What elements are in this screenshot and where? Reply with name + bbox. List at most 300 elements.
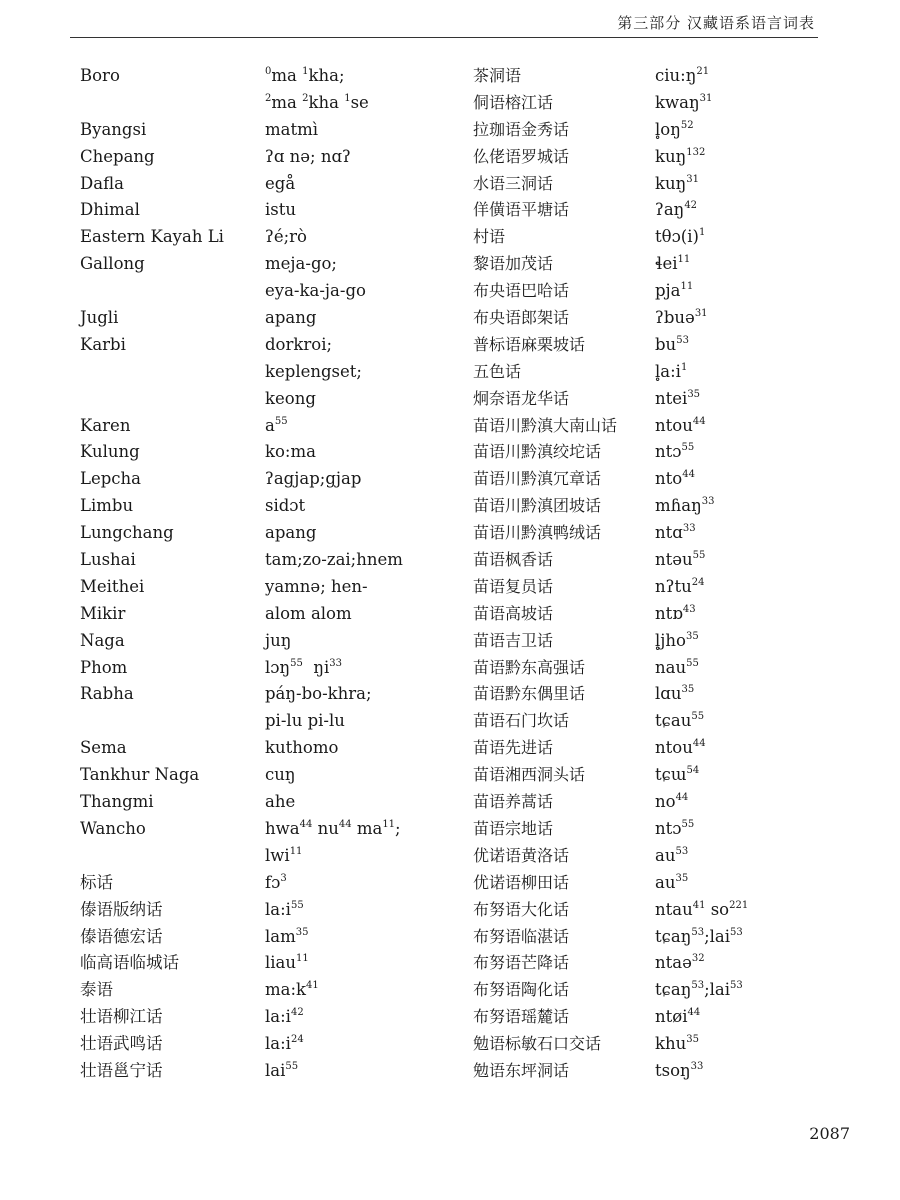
tone-superscript: 11: [289, 845, 303, 857]
language-name: 傣语版纳话: [80, 899, 163, 919]
form-segment: liau: [265, 953, 297, 973]
language-name: Limbu: [80, 496, 134, 516]
language-name: 傣语德宏话: [80, 926, 163, 946]
form-segment: a: [265, 415, 275, 435]
language-name: Byangsi: [80, 119, 147, 139]
form-segment: lai: [265, 1060, 286, 1080]
language-name: 苗语黔东高强话: [473, 657, 586, 677]
tone-superscript: 55: [692, 550, 706, 562]
language-name: 苗语川黔滇团坡话: [473, 496, 602, 516]
form-segment: ntɔ: [655, 818, 682, 838]
word-form: [265, 1031, 465, 1058]
word-form: [265, 681, 465, 708]
tone-superscript: 44: [687, 1007, 701, 1019]
language-name: 五色话: [473, 361, 522, 381]
form-segment: mɦaŋ: [655, 496, 702, 516]
tone-superscript: 44: [338, 818, 352, 830]
word-form: [265, 1058, 465, 1085]
word-form: [655, 1004, 855, 1031]
word-form: [265, 547, 465, 574]
tone-superscript: 44: [692, 415, 706, 427]
form-segment: kuthomo: [265, 738, 339, 758]
form-separator: ;: [704, 926, 710, 946]
tone-superscript: 1: [698, 227, 706, 239]
word-form: [265, 171, 465, 198]
form-segment: lɔŋ: [265, 657, 291, 677]
word-form: [655, 386, 855, 413]
form-segment: ntøi: [655, 1007, 688, 1027]
word-form: [655, 897, 855, 924]
form-segment: nau: [655, 657, 687, 677]
form-segment: juŋ: [265, 630, 292, 650]
form-segment: lwi: [265, 845, 290, 865]
language-name: Phom: [80, 657, 128, 677]
language-name: 苗语吉卫话: [473, 630, 554, 650]
form-segment: kuŋ: [655, 146, 687, 166]
tone-superscript: 11: [680, 281, 694, 293]
header-title: 第三部分 汉藏语系语言词表: [617, 14, 815, 32]
tone-superscript: 35: [295, 926, 309, 938]
language-name: 黎语加茂话: [473, 254, 554, 274]
language-name: 苗语石门坎话: [473, 711, 570, 731]
form-segment: hwa: [265, 818, 300, 838]
word-form: [655, 1031, 855, 1058]
form-separator: ;: [704, 980, 710, 1000]
left-form-column: [265, 63, 465, 1085]
form-segment: lai: [709, 980, 731, 1000]
language-name: 苗语湘西洞头话: [473, 765, 586, 785]
form-segment: ko:ma: [265, 442, 316, 462]
form-segment: ma: [271, 66, 303, 85]
word-form: [265, 493, 465, 520]
tone-superscript: 55: [274, 415, 288, 427]
form-segment: so: [710, 899, 730, 919]
language-name: [80, 359, 250, 386]
language-name: Gallong: [80, 254, 145, 274]
language-name: 优诺语黄洛话: [473, 845, 570, 865]
language-name: 布努语芒降话: [473, 953, 570, 973]
form-segment: ntou: [655, 738, 693, 758]
tone-superscript: 53: [691, 926, 705, 938]
form-segment: la:i: [265, 899, 291, 919]
tone-superscript: 55: [681, 442, 695, 454]
tone-superscript: 32: [691, 953, 705, 965]
language-name: Lungchang: [80, 523, 174, 543]
language-name: Mikir: [80, 603, 126, 623]
word-form: [265, 466, 465, 493]
language-name: 仫佬语罗城话: [473, 146, 570, 166]
language-name: 苗语川黔滇冗章话: [473, 469, 602, 489]
word-form: [265, 628, 465, 655]
language-name: 苗语宗地话: [473, 818, 554, 838]
left-language-column: [80, 63, 250, 1085]
language-name: 苗语川黔滇鸭绒话: [473, 523, 602, 543]
form-segment: l̥jho: [655, 630, 686, 650]
word-form: [655, 789, 855, 816]
word-form: [655, 816, 855, 843]
form-segment: matmì: [265, 119, 319, 139]
form-segment: apang: [265, 308, 317, 328]
language-name: 布央语郎架话: [473, 308, 570, 328]
tone-superscript: 31: [699, 92, 713, 104]
word-form: [265, 843, 465, 870]
language-name: 苗语复员话: [473, 576, 554, 596]
tone-superscript: 11: [382, 818, 396, 830]
form-segment: ʔagjap;gjap: [265, 469, 362, 489]
form-segment: tsoŋ: [655, 1060, 691, 1080]
language-name: 侗语榕江话: [473, 92, 554, 112]
tone-superscript: 54: [686, 765, 700, 777]
word-form: [655, 950, 855, 977]
word-form: [265, 439, 465, 466]
form-segment: ɬei: [655, 254, 678, 274]
tone-superscript: 42: [290, 1007, 304, 1019]
word-form: [655, 224, 855, 251]
form-segment: no: [655, 792, 676, 812]
form-segment: tɕɯ: [655, 765, 687, 785]
word-form: [265, 1004, 465, 1031]
language-name: Meithei: [80, 576, 145, 596]
form-segment: ntau: [655, 899, 693, 919]
form-segment: ʔbuə: [655, 308, 695, 328]
language-name: Sema: [80, 738, 127, 758]
word-form: [655, 628, 855, 655]
word-form: [655, 762, 855, 789]
language-name: 勉语东坪洞话: [473, 1060, 570, 1080]
language-name: 苗语川黔滇大南山话: [473, 415, 618, 435]
word-form: [265, 789, 465, 816]
word-form: [265, 144, 465, 171]
form-separator: [303, 658, 314, 677]
tone-superscript: 35: [681, 684, 695, 696]
form-segment: ntei: [655, 388, 688, 408]
tone-superscript: 53: [676, 334, 689, 346]
form-segment: yamnə; hen-: [265, 576, 368, 596]
language-name: 苗语黔东偶里话: [473, 684, 586, 704]
form-segment: l̥oŋ: [655, 119, 681, 139]
word-form: [655, 924, 855, 951]
form-segment: fɔ: [265, 872, 281, 892]
language-name: Karbi: [80, 334, 126, 354]
tone-superscript: 55: [285, 1060, 299, 1072]
word-form: [655, 359, 855, 386]
word-form: [655, 117, 855, 144]
language-name: 普标语麻栗坡话: [473, 334, 586, 354]
language-name: [80, 90, 250, 117]
word-form: [655, 90, 855, 117]
tone-superscript: 1: [344, 92, 351, 104]
form-segment: ntou: [655, 415, 693, 435]
form-segment: egå: [265, 173, 296, 193]
form-segment: lam: [265, 926, 296, 946]
word-form: [655, 439, 855, 466]
tone-superscript: 52: [680, 119, 694, 131]
tone-superscript: 24: [691, 576, 705, 588]
tone-superscript: 42: [684, 200, 698, 212]
form-segment: ma: [356, 818, 383, 838]
word-form: [265, 574, 465, 601]
tone-superscript: 3: [280, 872, 287, 884]
word-form: [655, 144, 855, 171]
word-form: [655, 251, 855, 278]
form-segment: khu: [655, 1034, 687, 1054]
form-segment: pja: [655, 281, 681, 301]
word-form: [265, 950, 465, 977]
language-name: Rabha: [80, 684, 134, 704]
tone-superscript: 2: [302, 92, 309, 104]
language-name: [80, 278, 250, 305]
language-name: Eastern Kayah Li: [80, 227, 224, 247]
form-segment: kha: [308, 92, 345, 112]
language-name: 炯奈语龙华话: [473, 388, 570, 408]
word-form: [265, 924, 465, 951]
form-segment: nʔtu: [655, 576, 692, 596]
word-form: [655, 843, 855, 870]
form-segment: ʔɑ nə; nɑʔ: [265, 146, 351, 166]
right-form-column: [655, 63, 855, 1085]
language-name: Dhimal: [80, 200, 140, 220]
word-form: [265, 332, 465, 359]
form-segment: ahe: [265, 792, 296, 812]
form-segment: lai: [709, 926, 731, 946]
language-name: [80, 386, 250, 413]
tone-superscript: 33: [682, 523, 696, 535]
tone-superscript: 1: [302, 66, 309, 77]
form-segment: eya-ka-ja-go: [265, 281, 366, 301]
form-segment: meja-go;: [265, 254, 337, 274]
language-name: 勉语标敏石口交话: [473, 1034, 602, 1054]
word-form: [265, 977, 465, 1004]
form-segment: la:i: [265, 1034, 291, 1054]
language-name: Wancho: [80, 818, 146, 838]
form-segment: ʔaŋ: [655, 200, 685, 220]
language-name: Naga: [80, 630, 125, 650]
tone-superscript: 53: [691, 980, 705, 992]
form-segment: bu: [655, 334, 677, 354]
word-form: [265, 386, 465, 413]
language-name: [80, 843, 250, 870]
form-segment: tθɔ(i): [655, 227, 699, 247]
form-segment: keplengset;: [265, 361, 362, 381]
tone-superscript: 33: [329, 657, 343, 669]
form-segment: páŋ-bo-khra;: [265, 684, 372, 704]
word-form: [265, 305, 465, 332]
language-name: 布努语瑶麓话: [473, 1007, 570, 1027]
word-form: [655, 171, 855, 198]
language-name: Karen: [80, 415, 131, 435]
tone-superscript: 11: [677, 254, 691, 266]
word-form: [655, 870, 855, 897]
language-name: Lepcha: [80, 469, 141, 489]
tone-superscript: 221: [729, 899, 749, 911]
form-segment: au: [655, 872, 676, 892]
tone-superscript: 41: [306, 980, 319, 992]
form-segment: tɕaŋ: [655, 980, 692, 1000]
word-form: [265, 655, 465, 682]
language-name: 苗语先进话: [473, 738, 554, 758]
language-name: Thangmi: [80, 792, 154, 812]
form-segment: ntɒ: [655, 603, 683, 623]
form-segment: kha;: [308, 66, 345, 85]
language-name: 茶洞语: [473, 66, 522, 85]
tone-superscript: 55: [691, 711, 705, 723]
word-form: [655, 547, 855, 574]
form-segment: ma:k: [265, 980, 307, 1000]
form-segment: istu: [265, 200, 297, 220]
language-name: 拉珈语金秀话: [473, 119, 570, 139]
form-segment: keong: [265, 388, 316, 408]
form-segment: sidɔt: [265, 496, 306, 516]
form-segment: ntəu: [655, 550, 693, 570]
language-name: 苗语高坡话: [473, 603, 554, 623]
word-form: [655, 1058, 855, 1085]
word-form: [265, 601, 465, 628]
form-segment: tɕau: [655, 711, 692, 731]
tone-superscript: 55: [686, 657, 699, 669]
form-segment: au: [655, 845, 676, 865]
form-segment: lɑu: [655, 684, 682, 704]
word-form: [265, 413, 465, 440]
language-name: 布努语陶化话: [473, 980, 570, 1000]
tone-superscript: 44: [299, 818, 313, 830]
language-name: 泰语: [80, 980, 113, 1000]
word-form: [265, 708, 465, 735]
language-name: 壮语邕宁话: [80, 1060, 163, 1080]
tone-superscript: 33: [690, 1060, 704, 1072]
language-name: 布努语临湛话: [473, 926, 570, 946]
page-header: [0, 0, 900, 40]
tone-superscript: 35: [686, 1034, 699, 1046]
language-name: Kulung: [80, 442, 140, 462]
tone-superscript: 55: [290, 899, 304, 911]
language-name: Dafla: [80, 173, 124, 193]
tone-superscript: 41: [692, 899, 706, 911]
word-form: [265, 762, 465, 789]
word-form: [655, 413, 855, 440]
right-language-column: [473, 63, 643, 1085]
tone-superscript: 24: [290, 1034, 304, 1046]
tone-superscript: 31: [694, 308, 708, 320]
form-segment: ʔé;rò: [265, 227, 307, 247]
form-segment: se: [350, 92, 369, 112]
tone-superscript: 132: [686, 146, 706, 158]
tone-superscript: 44: [682, 469, 695, 481]
language-name: 临高语临城话: [80, 953, 179, 973]
word-form: [265, 224, 465, 251]
word-form: [265, 870, 465, 897]
form-segment: la:i: [265, 1007, 291, 1027]
tone-superscript: 44: [675, 792, 689, 804]
tone-superscript: 55: [681, 818, 695, 830]
language-name: 壮语武鸣话: [80, 1034, 163, 1054]
word-form: [655, 655, 855, 682]
word-form: [655, 332, 855, 359]
language-name: Boro: [80, 66, 120, 85]
word-form: [655, 708, 855, 735]
word-form: [265, 90, 465, 117]
language-name: 苗语枫香话: [473, 550, 554, 570]
form-segment: ntɔ: [655, 442, 682, 462]
form-separator: ;: [395, 818, 401, 838]
language-name: 壮语柳江话: [80, 1007, 163, 1027]
form-segment: kwaŋ: [655, 92, 700, 112]
form-segment: ntaə: [655, 953, 692, 973]
form-segment: ŋi: [313, 657, 330, 677]
language-name: 布努语大化话: [473, 899, 570, 919]
word-form: [655, 574, 855, 601]
language-name: Lushai: [80, 550, 136, 570]
tone-superscript: 55: [290, 657, 303, 669]
language-name: 苗语养蒿话: [473, 792, 554, 812]
language-name: 村语: [473, 227, 506, 247]
form-segment: ma: [271, 92, 303, 112]
word-form: [655, 601, 855, 628]
form-segment: l̥a:i: [655, 361, 681, 381]
form-segment: pi-lu pi-lu: [265, 711, 345, 731]
language-name: 标话: [80, 872, 113, 892]
form-segment: tɕaŋ: [655, 926, 692, 946]
page-number: 2087: [809, 1124, 850, 1143]
word-form: [265, 251, 465, 278]
tone-superscript: 35: [687, 388, 701, 400]
word-form: [655, 681, 855, 708]
word-form: [265, 897, 465, 924]
word-form: [265, 63, 465, 90]
tone-superscript: 33: [701, 496, 715, 508]
form-segment: alom alom: [265, 603, 352, 623]
word-form: [655, 197, 855, 224]
word-form: [655, 493, 855, 520]
tone-superscript: 53: [730, 980, 743, 992]
language-name: 优诺语柳田话: [473, 872, 570, 892]
word-form: [265, 816, 465, 843]
word-form: [265, 197, 465, 224]
word-form: [265, 117, 465, 144]
word-form: [655, 278, 855, 305]
language-name: Tankhur Naga: [80, 765, 200, 785]
word-form: [265, 520, 465, 547]
tone-superscript: 21: [696, 66, 710, 77]
form-segment: nu: [317, 818, 339, 838]
language-name: [80, 708, 250, 735]
tone-superscript: 11: [296, 953, 309, 965]
language-name: 水语三洞话: [473, 173, 554, 193]
form-segment: kuŋ: [655, 173, 687, 193]
form-segment: tam;zo-zai;hnem: [265, 550, 403, 570]
word-form: [265, 278, 465, 305]
tone-superscript: 31: [686, 173, 699, 185]
language-name: 佯僙语平塘话: [473, 200, 570, 220]
word-form: [655, 735, 855, 762]
tone-superscript: 44: [692, 738, 706, 750]
form-segment: apang: [265, 523, 317, 543]
tone-superscript: 35: [675, 872, 689, 884]
word-form: [655, 520, 855, 547]
word-form: [265, 735, 465, 762]
language-name: Jugli: [80, 308, 119, 328]
header-rule: [70, 37, 818, 38]
tone-superscript: 43: [682, 603, 696, 615]
form-segment: cuŋ: [265, 765, 296, 785]
tone-superscript: 53: [675, 845, 689, 857]
word-form: [655, 63, 855, 90]
form-segment: ntɑ: [655, 523, 683, 543]
tone-superscript: 2: [265, 92, 272, 104]
tone-superscript: 0: [265, 66, 272, 77]
tone-superscript: 35: [685, 630, 699, 642]
word-form: [265, 359, 465, 386]
language-name: Chepang: [80, 146, 155, 166]
